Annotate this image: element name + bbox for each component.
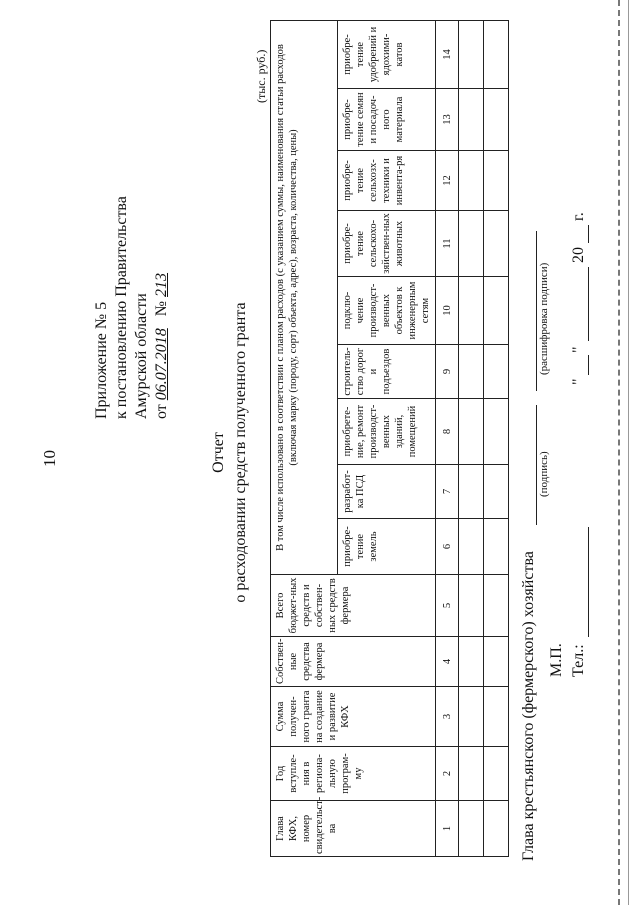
handwritten-date: 06.07.2018 xyxy=(153,328,170,401)
report-title-main: Отчет xyxy=(210,432,227,473)
col-number: 5 xyxy=(436,575,459,637)
col-number: 10 xyxy=(436,277,459,345)
col-number: 13 xyxy=(436,89,459,151)
col-land: приобре-тение земель xyxy=(338,519,436,575)
page-number: 10 xyxy=(40,450,59,467)
col-number: 12 xyxy=(436,151,459,211)
number-prefix: № xyxy=(153,300,170,317)
date-quote-close: " xyxy=(570,346,587,353)
table-row xyxy=(484,20,509,856)
col-number: 14 xyxy=(436,20,459,88)
report-title xyxy=(208,0,252,905)
date-year-line xyxy=(570,225,589,243)
col-own-funds: Собствен-ные средства фермера xyxy=(271,637,436,687)
col-roads: строитель-ство дорог и подъездов xyxy=(338,345,436,399)
report-title-sub: о расходовании средств полученного гранта xyxy=(232,302,249,603)
col-number: 6 xyxy=(436,519,459,575)
signature-line xyxy=(520,405,537,525)
decode-caption: (расшифровка подписи) xyxy=(538,262,550,375)
col-number: 8 xyxy=(436,399,459,465)
col-design-docs: разработ-ка ПСД xyxy=(338,465,436,519)
col-group-header: В том числе использовано в соответствии с планом расходов (с указанием суммы, наименования статьи расходов (включая марку (породу, сорт) объекта, адрес), возраста, количества, цены) xyxy=(271,20,338,574)
year-prefix: 20 xyxy=(570,247,587,263)
col-number: 11 xyxy=(436,211,459,277)
col-number: 4 xyxy=(436,637,459,687)
col-number: 1 xyxy=(436,801,459,857)
decode-line xyxy=(520,231,537,391)
date-quote-open: " xyxy=(570,378,587,385)
stamp-place: М.П. xyxy=(548,643,565,677)
appendix-date-line xyxy=(152,196,172,419)
col-seeds: приобре-тение семян и посадоч-ного материала xyxy=(338,89,436,151)
col-fertilizers: приобре-тение удобрений и ядохими-катов xyxy=(338,20,436,88)
table-row xyxy=(459,20,484,856)
col-number: 9 xyxy=(436,345,459,399)
appendix-decree: к постановлению Правительства xyxy=(113,196,130,419)
appendix-block xyxy=(92,196,172,419)
appendix-region: Амурской области xyxy=(133,293,150,419)
col-number: 7 xyxy=(436,465,459,519)
col-grant-sum: Сумма получен-ного гранта на создание и развитие КФХ xyxy=(271,687,436,747)
page-edge-artifact xyxy=(618,0,629,905)
col-year-entry: Год вступле-ния в регионa-льную програм-му xyxy=(271,747,436,801)
appendix-title: Приложение № 5 xyxy=(93,301,110,419)
signature-caption: (подпись) xyxy=(538,451,550,497)
phone-line xyxy=(570,527,589,637)
col-total-funds: Всего бюджет-ных средств и собствен-ных средств фермера xyxy=(271,575,436,637)
col-number: 3 xyxy=(436,687,459,747)
date-month-line xyxy=(570,267,589,341)
table-row-numbers xyxy=(436,20,459,856)
col-buildings: приобрете-ние, ремонт производст-венных зданий, помещений xyxy=(338,399,436,465)
handwritten-number: 213 xyxy=(153,272,170,297)
col-number: 2 xyxy=(436,747,459,801)
col-machinery: приобре-тение сельхозх-техники и инвента-ря xyxy=(338,151,436,211)
units-label: (тыс. руб.) xyxy=(254,49,268,103)
col-head-farm: Глава КФХ, номер свидетельст-ва xyxy=(271,801,436,857)
head-signature-label: Глава крестьянского (фермерского) хозяйства xyxy=(520,551,537,861)
from-prefix: от xyxy=(153,404,170,419)
year-suffix: г. xyxy=(570,212,587,221)
phone-label: Тел.: xyxy=(570,644,587,677)
report-table xyxy=(270,20,509,857)
date-day-line xyxy=(570,355,589,375)
col-utilities: подклю-чение производст-венных объектов к инженерным сетям xyxy=(338,277,436,345)
col-animals: приобре-тение сельскохо-зяйствен-ных животных xyxy=(338,211,436,277)
